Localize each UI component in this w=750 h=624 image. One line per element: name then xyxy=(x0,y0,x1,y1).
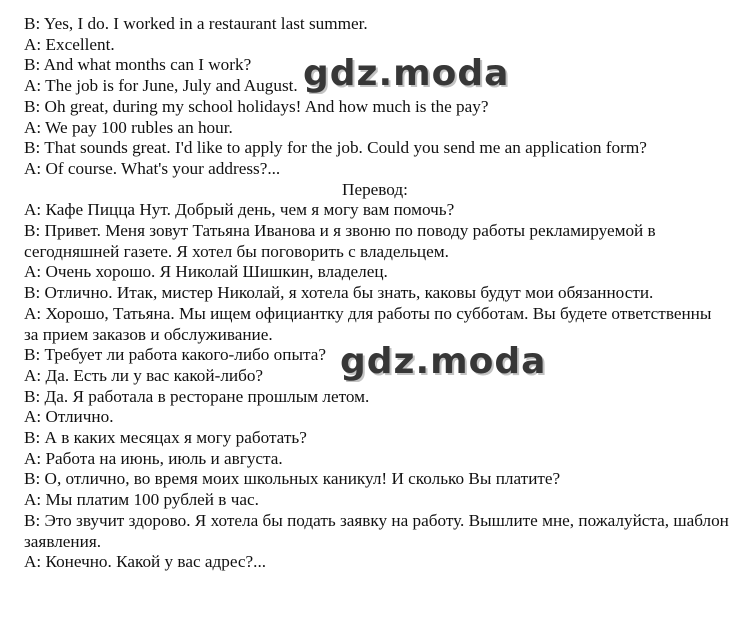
russian-line: В: Да. Я работала в ресторане прошлым летом. xyxy=(24,386,370,406)
english-line: B: Yes, I do. I worked in a restaurant last summer. xyxy=(24,14,368,33)
russian-line: А: Отлично. xyxy=(24,407,114,427)
russian-line: А: Мы платим 100 рублей в час. xyxy=(24,490,259,510)
english-line: B: That sounds great. I'd like to apply for the job. Could you send me an application form? xyxy=(24,138,647,158)
russian-line: В: Это звучит здорово. Я хотела бы подать заявку на работу. Вышлите мне, пожалуйста, шаблон заявления. xyxy=(24,510,729,551)
russian-line: В: Требует ли работа какого-либо опыта? xyxy=(24,345,327,365)
russian-line: А: Кафе Пицца Нут. Добрый день, чем я могу вам помочь? xyxy=(24,200,455,220)
english-line: A: We pay 100 rubles an hour. xyxy=(24,117,233,137)
russian-line: А: Очень хорошо. Я Николай Шишкин, владелец. xyxy=(24,262,388,282)
english-line: A: The job is for June, July and August. xyxy=(24,76,298,96)
watermark-logo: gdz.moda xyxy=(340,341,547,382)
english-line: A: Excellent. xyxy=(24,34,115,54)
english-line: A: Of course. What's your address?... xyxy=(24,158,281,178)
english-line: B: Oh great, during my school holidays! And how much is the pay? xyxy=(24,96,489,116)
russian-line: В: О, отлично, во время моих школьных каникул! И сколько Вы платите? xyxy=(24,469,561,489)
watermark-logo: gdz.moda xyxy=(303,53,510,94)
document-page xyxy=(0,14,750,573)
russian-line: В: Отлично. Итак, мистер Николай, я хотела бы знать, каковы будут мои обязанности. xyxy=(24,283,654,303)
russian-line: А: Да. Есть ли у вас какой-либо? xyxy=(24,365,264,385)
russian-line: А: Конечно. Какой у вас адрес?... xyxy=(24,552,267,572)
russian-line: А: Хорошо, Татьяна. Мы ищем официантку для работы по субботам. Вы будете ответственны за прием заказов и обслуживание. xyxy=(24,303,712,344)
translation-heading: Перевод: xyxy=(342,179,408,199)
russian-line: В: Привет. Меня зовут Татьяна Иванова и я звоню по поводу работы рекламируемой в сегодняшней газете. Я хотел бы поговорить с владельцем. xyxy=(24,221,656,261)
russian-line: А: Работа на июнь, июль и августа. xyxy=(24,448,283,468)
english-line: B: And what months can I work? xyxy=(24,55,252,75)
russian-line: В: А в каких месяцах я могу работать? xyxy=(24,428,307,448)
